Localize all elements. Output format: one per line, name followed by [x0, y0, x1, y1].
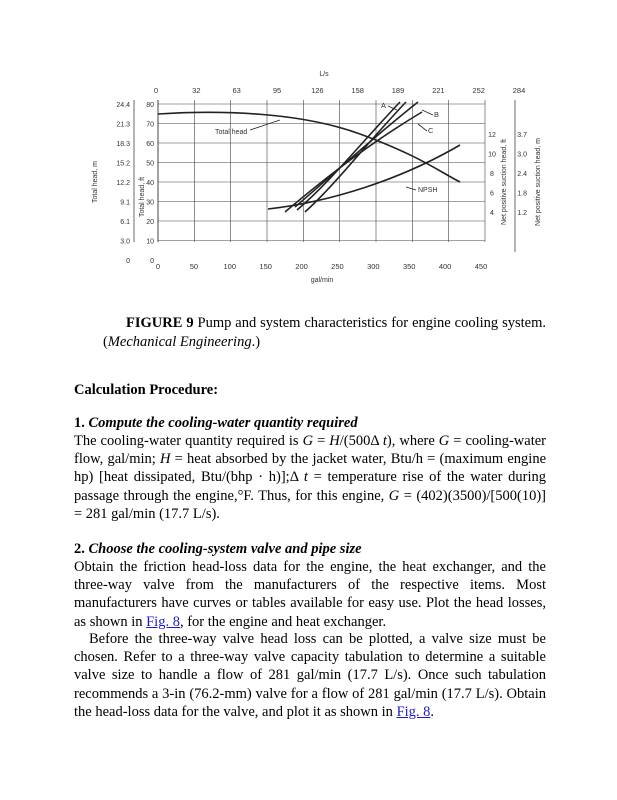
left-ft-tick-label: 60: [146, 141, 154, 148]
bottom-tick-label: 50: [189, 262, 199, 271]
left-ft-tick-label: 40: [146, 180, 154, 187]
left-m-tick-label: 15.2: [116, 160, 130, 168]
bottom-tick-label: 100: [223, 262, 237, 271]
right-m-tick-label: 1.2: [517, 210, 527, 217]
left-ft-tick-label: 10: [146, 238, 154, 246]
left-ft-tick-label: 30: [146, 199, 154, 207]
left-m-tick-label: 12.2: [116, 180, 130, 187]
npsh-curve: [268, 145, 460, 209]
right-ft-tick-label: 4: [490, 210, 494, 217]
left-m-tick-label: 18.3: [116, 141, 130, 148]
pump-system-chart: [92, 62, 542, 292]
caption-end: .): [251, 334, 261, 350]
curve-a-label: A: [381, 101, 387, 110]
caption-source: Mechanical Engineering: [107, 334, 252, 350]
fig8-link-2[interactable]: Fig. 8: [396, 703, 431, 720]
top-tick-label: 221: [432, 86, 445, 95]
right-m-tick-label: 3.0: [517, 151, 527, 159]
left-ft-tick-label: 70: [146, 121, 154, 129]
procedure-heading: Calculation Procedure:: [74, 382, 219, 398]
left-ft-tick-label: 80: [146, 102, 154, 109]
npsh-label: NPSH: [418, 187, 438, 194]
caption-text: Pump and system characteristics for engine cooling system. (: [103, 315, 546, 350]
right-ft-tick-label: 8: [490, 171, 494, 178]
left-ft-tick-label: 20: [146, 219, 154, 226]
bottom-tick-label: 200: [295, 262, 308, 271]
left-ft-axis-label: Total head, ft: [139, 176, 146, 218]
right-m-tick-label: 1.8: [517, 190, 527, 198]
left-m-tick-label: 9.1: [120, 199, 130, 207]
bottom-tick-label: 0: [155, 262, 161, 271]
top-tick-label: 0: [153, 86, 159, 95]
right-ft-axis-label: Net positive suction head, ft: [501, 139, 508, 225]
bottom-tick-label: 150: [259, 262, 272, 271]
top-tick-label: 252: [472, 86, 485, 95]
curve-b-label: B: [434, 110, 440, 119]
top-tick-label: 158: [351, 86, 364, 95]
right-ft-tick-label: 10: [488, 151, 496, 159]
left-m-tick-label: 21.3: [116, 121, 130, 129]
left-ft-tick-label: 50: [146, 160, 154, 168]
top-tick-label: 32: [192, 86, 201, 95]
figure-caption: [103, 314, 546, 352]
step1-body: The cooling-water quantity required is G = H/(500Δ t), where G = cooling-water flow, gal/min; H = heat absorbed by the jacket water, Btu/h = (maximum engine hp) [heat dissipated, Btu/(bhp · h)];Δ t = temperature rise of the water during passage through the engine,°F. Thus, for this engine, G = (402)(3500)/[500(10)] = 281 gal/min (17.7 L/s).: [74, 433, 547, 522]
system-curve-b: [295, 102, 418, 207]
bottom-tick-label: 450: [474, 262, 488, 271]
bottom-tick-label: 400: [438, 262, 452, 271]
left-m-tick-label: 0: [126, 258, 130, 265]
top-tick-label: 284: [512, 86, 526, 95]
bottom-axis-unit: gal/min: [310, 277, 334, 284]
curve-c-label: C: [428, 126, 434, 135]
right-ft-tick-label: 12: [488, 132, 496, 139]
left-m-axis-label: Total head, m: [92, 160, 99, 204]
left-m-tick-label: 6.1: [120, 219, 130, 226]
left-m-tick-label: 3.0: [120, 238, 130, 246]
left-ft-tick-label: 0: [150, 258, 154, 265]
top-axis-unit: L/s: [319, 71, 329, 78]
total-head-curve: [158, 112, 460, 182]
top-tick-label: 189: [391, 86, 405, 95]
bottom-tick-label: 250: [331, 262, 344, 271]
fig8-link-1[interactable]: Fig. 8: [146, 613, 180, 630]
top-tick-label: 95: [272, 86, 282, 95]
top-tick-label: 126: [311, 86, 324, 95]
step1-title: 1. Compute the cooling-water quantity required: [74, 415, 358, 431]
right-m-tick-label: 3.7: [517, 132, 527, 139]
top-tick-label: 63: [232, 86, 241, 95]
right-m-axis-label: Net positive suction head, m: [535, 138, 542, 226]
right-ft-tick-label: 6: [490, 190, 494, 198]
step2-body-2: Before the three-way valve head loss can be plotted, a valve size must be chosen. Refer to a three-way valve capacity tabulation to determine a suitable valve size to handle a flow of 281 gal/min (17.7 L/s). Once such tabulation recommends a 3-in (76.2-mm) valve for a flow of 281 gal/min (17.7 L/s). Obtain the head-loss data for the valve, and plot it as shown in Fig. 8.: [74, 631, 546, 720]
left-m-tick-label: 24.4: [116, 102, 130, 109]
bottom-tick-label: 350: [402, 262, 416, 271]
total-head-label: Total head: [215, 129, 248, 136]
system-curve-a-1: [297, 102, 400, 210]
step2-title: 2. Choose the cooling-system valve and pipe size: [74, 541, 362, 557]
bottom-tick-label: 300: [367, 262, 380, 271]
right-m-tick-label: 2.4: [517, 171, 527, 178]
step2-body-1: Obtain the friction head-loss data for the engine, the heat exchanger, and the three-way valve from the manufacturers of the respective items. Most manufacturers have curves or tables available for easy use. Plot the head losses, as shown in Fig. 8, for the engine and heat exchanger.: [74, 559, 546, 630]
figure-label: FIGURE 9: [126, 315, 194, 331]
